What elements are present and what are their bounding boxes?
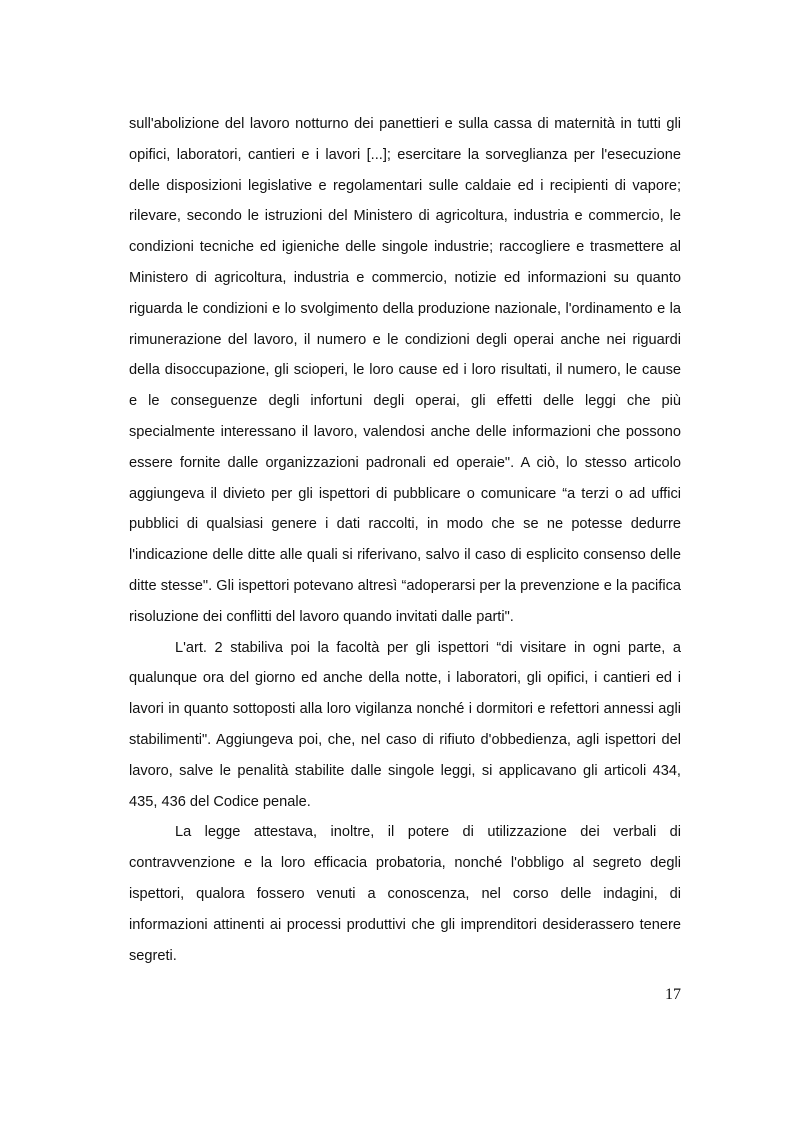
paragraph-3: La legge attestava, inoltre, il potere di utilizzazione dei verbali di contravvenzione e la loro efficacia probatoria, nonché l'obbligo al segreto degli ispettori, qualora fossero venuti a conoscenza, nel corso delle indagini, di informazioni attinenti ai processi produttivi che gli imprenditori desiderassero tenere segreti. [129, 824, 681, 964]
body-text [129, 109, 681, 971]
paragraph-1: sull'abolizione del lavoro notturno dei panettieri e sulla cassa di maternità in tutti gli opifici, laboratori, cantieri e i lavori [...]; esercitare la sorveglianza per l'esecuzione delle disposizioni legislative e regolamentari sulle caldaie ed i recipienti di vapore; rilevare, secondo le istruzioni del Ministero di agricoltura, industria e commercio, le condizioni tecniche ed igieniche delle singole industrie; raccogliere e trasmettere al Ministero di agricoltura, industria e commercio, notizie ed informazioni su quanto riguarda le condizioni e lo svolgimento della produzione nazionale, l'ordinamento e la rimunerazione del lavoro, il numero e le condizioni degli operai anche nei riguardi della disoccupazione, gli scioperi, le loro cause ed i loro risultati, il numero, le cause e le conseguenze degli infortuni degli operai, gli effetti delle leggi che più specialmente interessano il lavoro, valendosi anche delle informazioni che possono essere fornite dalle organizzazioni padronali ed operaie". A ciò, lo stesso articolo aggiungeva il divieto per gli ispettori di pubblicare o comunicare “a terzi o ad uffici pubblici di qualsiasi genere i dati raccolti, in modo che se ne potesse dedurre l'indicazione delle ditte alle quali si riferivano, salvo il caso di esplicito consenso delle ditte stesse". Gli ispettori potevano altresì “adoperarsi per la prevenzione e la pacifica risoluzione dei conflitti del lavoro quando invitati dalle parti". [129, 116, 681, 625]
page-number: 17 [665, 986, 681, 1003]
paragraph-2: L'art. 2 stabiliva poi la facoltà per gli ispettori “di visitare in ogni parte, a qualunque ora del giorno ed anche della notte, i laboratori, gli opifici, i cantieri ed i lavori in quanto sottoposti alla loro vigilanza nonché i dormitori e refettori annessi agli stabilimenti". Aggiungeva poi, che, nel caso di rifiuto d'obbedienza, agli ispettori del lavoro, salve le penalità stabilite dalle singole leggi, si applicavano gli articoli 434, 435, 436 del Codice penale. [129, 639, 681, 810]
